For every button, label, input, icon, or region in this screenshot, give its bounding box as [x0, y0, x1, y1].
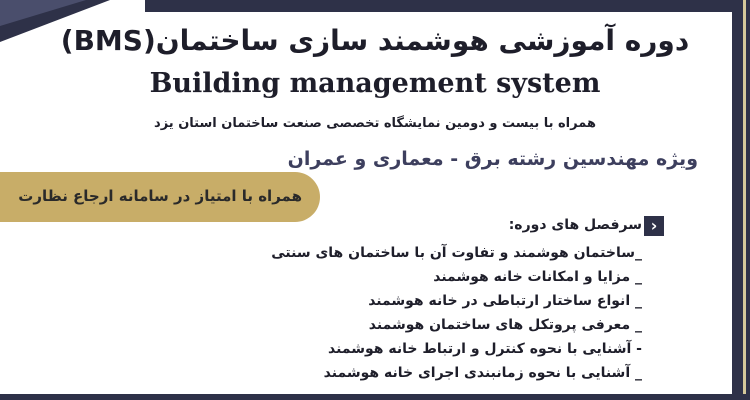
- toc-heading: سرفصل های دوره:: [508, 217, 642, 233]
- audience-line: ویژه مهندسین رشته برق - معماری و عمران: [287, 148, 698, 170]
- bottom-band: [0, 394, 750, 400]
- gold-banner-text: همراه با امتیاز در سامانه ارجاع نظارت: [18, 187, 302, 205]
- toc-item: _ساختمان هوشمند و تفاوت آن با ساختمان های سنتی: [271, 245, 642, 261]
- chevron-right-icon: ›: [644, 216, 664, 236]
- gold-banner: [0, 172, 320, 222]
- toc-item: - آشنایی با نحوه کنترل و ارتباط خانه هوشمند: [328, 341, 642, 357]
- course-subtitle-english: Building management system: [149, 68, 601, 99]
- toc-item: _ معرفی پروتکل های ساختمان هوشمند: [368, 317, 642, 333]
- toc-item: _ آشنایی با نحوه زمانبندی اجرای خانه هوشمند: [323, 365, 642, 381]
- toc-item: _ مزایا و امکانات خانه هوشمند: [433, 269, 642, 285]
- course-title: دوره آموزشی هوشمند سازی ساختمان(BMS): [60, 24, 690, 57]
- right-side-stripe: [743, 0, 746, 400]
- toc-list: [222, 241, 642, 385]
- toc-item: _ انواع ساختار ارتباطی در خانه هوشمند: [368, 293, 642, 309]
- right-side-bar: [732, 0, 750, 400]
- event-line: همراه با بیست و دومین نمایشگاه تخصصی صنعت ساختمان استان یزد: [154, 116, 596, 131]
